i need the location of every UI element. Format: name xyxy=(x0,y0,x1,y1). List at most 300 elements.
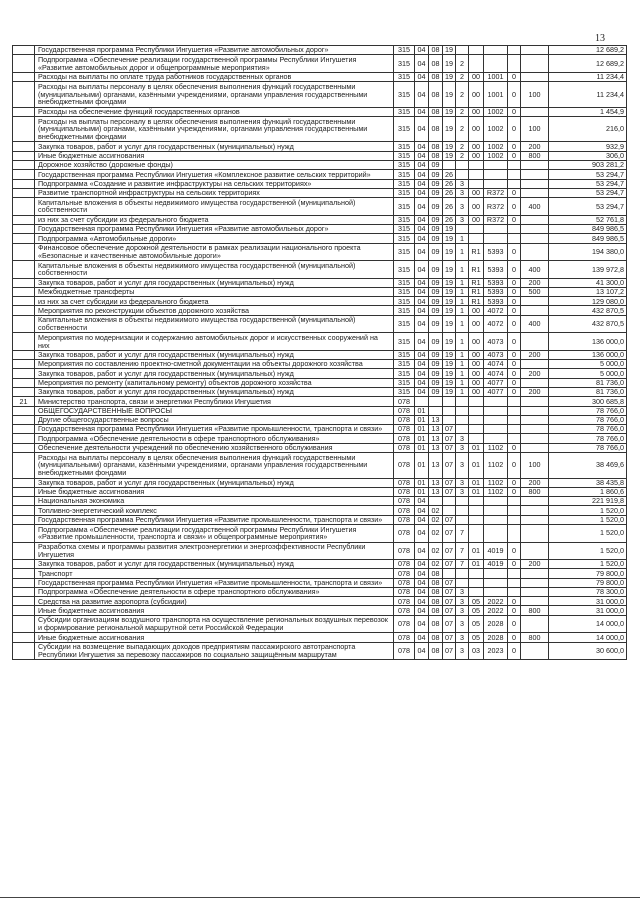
amount-cell: 78 766,0 xyxy=(549,425,627,434)
row-name-cell: Подпрограмма «Обеспечение деятельности в сфере транспортного обслуживания» xyxy=(35,434,394,443)
direction-suffix-cell xyxy=(508,170,521,179)
row-name-cell: Расходы на выплаты персоналу в целях обеспечения выполнения функций государственными (муниципальными) органами, казёнными учреждениями, органами управления государственными внебюджетными фондами xyxy=(35,116,394,142)
program-code-cell: 19 xyxy=(443,142,456,151)
row-number-cell xyxy=(13,597,35,606)
direction-code-cell: 2022 xyxy=(484,597,508,606)
direction-code-cell: R372 xyxy=(484,215,508,224)
row-name-cell: Транспорт xyxy=(35,569,394,578)
gr-code-cell: 078 xyxy=(394,569,415,578)
gr-code-cell: 315 xyxy=(394,82,415,108)
program-code-cell xyxy=(443,415,456,424)
pr-code-cell: 08 xyxy=(429,46,443,55)
pr-code-cell: 13 xyxy=(429,487,443,496)
program-code-cell: 19 xyxy=(443,107,456,116)
program-code-cell: 07 xyxy=(443,542,456,560)
subprogram-code-cell: 3 xyxy=(456,179,469,188)
program-code-cell: 19 xyxy=(443,72,456,81)
table-row xyxy=(13,633,627,642)
direction-code-cell: 1002 xyxy=(484,107,508,116)
expense-type-cell xyxy=(521,515,549,524)
rz-code-cell: 04 xyxy=(415,72,429,81)
direction-suffix-cell: 0 xyxy=(508,615,521,633)
row-number-cell xyxy=(13,224,35,233)
pr-code-cell: 08 xyxy=(429,578,443,587)
amount-cell: 78 766,0 xyxy=(549,415,627,424)
rz-code-cell: 04 xyxy=(415,560,429,569)
row-name-cell: Закупка товаров, работ и услуг для государственных (муниципальных) нужд xyxy=(35,387,394,396)
table-row xyxy=(13,142,627,151)
row-name-cell: Расходы на выплаты персоналу в целях обеспечения выполнения функций государственными (муниципальными) органами, казёнными учреждениями, органами управления государственными внебюджетными фондами xyxy=(35,453,394,479)
activity-code-cell: 00 xyxy=(469,306,484,315)
row-number-cell xyxy=(13,116,35,142)
amount-cell: 53 294,7 xyxy=(549,179,627,188)
direction-code-cell: 1002 xyxy=(484,142,508,151)
rz-code-cell: 01 xyxy=(415,453,429,479)
program-code-cell: 07 xyxy=(443,525,456,543)
activity-code-cell: 00 xyxy=(469,360,484,369)
row-number-cell xyxy=(13,606,35,615)
direction-code-cell: 1102 xyxy=(484,453,508,479)
activity-code-cell: R1 xyxy=(469,261,484,279)
direction-suffix-cell xyxy=(508,234,521,243)
row-number-cell xyxy=(13,569,35,578)
pr-code-cell: 08 xyxy=(429,587,443,596)
activity-code-cell xyxy=(469,515,484,524)
table-row xyxy=(13,224,627,233)
direction-suffix-cell: 0 xyxy=(508,278,521,287)
expense-type-cell xyxy=(521,170,549,179)
direction-suffix-cell: 0 xyxy=(508,297,521,306)
program-code-cell: 19 xyxy=(443,278,456,287)
table-row xyxy=(13,107,627,116)
subprogram-code-cell: 3 xyxy=(456,443,469,452)
expense-type-cell: 200 xyxy=(521,560,549,569)
row-name-cell: Государственная программа Республики Ингушетия «Развитие промышленности, транспорта и связи» xyxy=(35,425,394,434)
activity-code-cell xyxy=(469,397,484,406)
program-code-cell: 19 xyxy=(443,116,456,142)
direction-suffix-cell xyxy=(508,578,521,587)
rz-code-cell: 04 xyxy=(415,369,429,378)
gr-code-cell: 315 xyxy=(394,116,415,142)
direction-suffix-cell xyxy=(508,587,521,596)
amount-cell: 5 000,0 xyxy=(549,360,627,369)
pr-code-cell: 13 xyxy=(429,425,443,434)
program-code-cell xyxy=(443,397,456,406)
rz-code-cell: 04 xyxy=(415,360,429,369)
pr-code-cell: 13 xyxy=(429,478,443,487)
program-code-cell: 19 xyxy=(443,151,456,160)
row-number-cell xyxy=(13,234,35,243)
table-row xyxy=(13,587,627,596)
rz-code-cell: 04 xyxy=(415,287,429,296)
subprogram-code-cell: 1 xyxy=(456,278,469,287)
row-number-cell xyxy=(13,72,35,81)
pr-code-cell: 09 xyxy=(429,315,443,333)
pr-code-cell: 09 xyxy=(429,215,443,224)
row-number-cell xyxy=(13,151,35,160)
gr-code-cell: 315 xyxy=(394,369,415,378)
activity-code-cell: 00 xyxy=(469,215,484,224)
gr-code-cell: 078 xyxy=(394,606,415,615)
activity-code-cell: 00 xyxy=(469,369,484,378)
table-row xyxy=(13,116,627,142)
direction-suffix-cell: 0 xyxy=(508,642,521,660)
program-code-cell: 07 xyxy=(443,478,456,487)
direction-suffix-cell: 0 xyxy=(508,82,521,108)
program-code-cell: 07 xyxy=(443,487,456,496)
rz-code-cell: 04 xyxy=(415,350,429,359)
activity-code-cell: 00 xyxy=(469,378,484,387)
program-code-cell: 19 xyxy=(443,369,456,378)
expense-type-cell xyxy=(521,55,549,73)
row-name-cell: Национальная экономика xyxy=(35,497,394,506)
row-number-cell xyxy=(13,198,35,216)
gr-code-cell: 078 xyxy=(394,453,415,479)
expense-type-cell xyxy=(521,642,549,660)
direction-code-cell: 4073 xyxy=(484,333,508,351)
row-name-cell: Подпрограмма «Создание и развитие инфраструктуры на сельских территориях» xyxy=(35,179,394,188)
gr-code-cell: 315 xyxy=(394,333,415,351)
expense-type-cell: 400 xyxy=(521,198,549,216)
table-row xyxy=(13,515,627,524)
direction-code-cell xyxy=(484,515,508,524)
activity-code-cell: R1 xyxy=(469,243,484,261)
subprogram-code-cell: 3 xyxy=(456,587,469,596)
amount-cell: 14 000,0 xyxy=(549,633,627,642)
rz-code-cell: 04 xyxy=(415,142,429,151)
table-row xyxy=(13,497,627,506)
rz-code-cell xyxy=(415,397,429,406)
pr-code-cell: 09 xyxy=(429,297,443,306)
subprogram-code-cell xyxy=(456,578,469,587)
direction-suffix-cell xyxy=(508,224,521,233)
program-code-cell: 19 xyxy=(443,46,456,55)
row-name-cell: Мероприятия по ремонту (капитальному ремонту) объектов дорожного хозяйства xyxy=(35,378,394,387)
subprogram-code-cell xyxy=(456,515,469,524)
direction-suffix-cell xyxy=(508,515,521,524)
amount-cell: 11 234,4 xyxy=(549,82,627,108)
amount-cell: 1 520,0 xyxy=(549,525,627,543)
row-name-cell: Расходы на выплаты по оплате труда работников государственных органов xyxy=(35,72,394,81)
subprogram-code-cell: 2 xyxy=(456,116,469,142)
subprogram-code-cell: 7 xyxy=(456,560,469,569)
direction-code-cell: 4077 xyxy=(484,387,508,396)
gr-code-cell: 315 xyxy=(394,107,415,116)
direction-code-cell: 1002 xyxy=(484,116,508,142)
subprogram-code-cell xyxy=(456,46,469,55)
program-code-cell: 26 xyxy=(443,170,456,179)
expense-type-cell xyxy=(521,243,549,261)
program-code-cell: 07 xyxy=(443,515,456,524)
rz-code-cell: 04 xyxy=(415,515,429,524)
amount-cell: 221 919,8 xyxy=(549,497,627,506)
direction-code-cell: 4073 xyxy=(484,350,508,359)
expense-type-cell xyxy=(521,597,549,606)
direction-suffix-cell: 0 xyxy=(508,350,521,359)
expense-type-cell: 800 xyxy=(521,151,549,160)
subprogram-code-cell: 3 xyxy=(456,453,469,479)
rz-code-cell: 04 xyxy=(415,387,429,396)
row-number-cell xyxy=(13,278,35,287)
direction-suffix-cell: 0 xyxy=(508,107,521,116)
direction-code-cell xyxy=(484,415,508,424)
direction-suffix-cell xyxy=(508,525,521,543)
expense-type-cell: 200 xyxy=(521,278,549,287)
subprogram-code-cell: 3 xyxy=(456,478,469,487)
pr-code-cell: 09 xyxy=(429,287,443,296)
amount-cell: 53 294,7 xyxy=(549,188,627,197)
row-number-cell xyxy=(13,297,35,306)
expense-type-cell xyxy=(521,443,549,452)
activity-code-cell: 00 xyxy=(469,198,484,216)
page-number: 13 xyxy=(595,33,605,44)
row-number-cell xyxy=(13,350,35,359)
subprogram-code-cell: 7 xyxy=(456,542,469,560)
direction-suffix-cell: 0 xyxy=(508,597,521,606)
direction-code-cell: 2028 xyxy=(484,615,508,633)
subprogram-code-cell: 3 xyxy=(456,597,469,606)
expense-type-cell: 200 xyxy=(521,350,549,359)
table-row xyxy=(13,434,627,443)
row-name-cell: Межбюджетные трансферты xyxy=(35,287,394,296)
row-name-cell: Государственная программа Республики Ингушетия «Развитие автомобильных дорог» xyxy=(35,46,394,55)
direction-suffix-cell: 0 xyxy=(508,369,521,378)
rz-code-cell: 04 xyxy=(415,215,429,224)
table-row xyxy=(13,443,627,452)
direction-code-cell xyxy=(484,55,508,73)
table-row xyxy=(13,151,627,160)
row-number-cell xyxy=(13,287,35,296)
row-number-cell xyxy=(13,506,35,515)
direction-suffix-cell: 0 xyxy=(508,633,521,642)
pr-code-cell: 09 xyxy=(429,261,443,279)
table-row xyxy=(13,642,627,660)
row-number-cell xyxy=(13,443,35,452)
row-number-cell xyxy=(13,434,35,443)
direction-suffix-cell: 0 xyxy=(508,478,521,487)
activity-code-cell xyxy=(469,234,484,243)
subprogram-code-cell xyxy=(456,170,469,179)
program-code-cell: 07 xyxy=(443,453,456,479)
amount-cell: 79 800,0 xyxy=(549,578,627,587)
activity-code-cell: 00 xyxy=(469,72,484,81)
program-code-cell: 26 xyxy=(443,198,456,216)
table-row xyxy=(13,425,627,434)
direction-suffix-cell: 0 xyxy=(508,387,521,396)
expense-type-cell xyxy=(521,378,549,387)
table-row xyxy=(13,506,627,515)
gr-code-cell: 315 xyxy=(394,170,415,179)
activity-code-cell xyxy=(469,224,484,233)
amount-cell: 1 520,0 xyxy=(549,560,627,569)
subprogram-code-cell: 1 xyxy=(456,369,469,378)
amount-cell: 53 294,7 xyxy=(549,198,627,216)
row-number-cell xyxy=(13,542,35,560)
direction-suffix-cell: 0 xyxy=(508,188,521,197)
gr-code-cell: 315 xyxy=(394,179,415,188)
amount-cell: 30 600,0 xyxy=(549,642,627,660)
row-name-cell: Субсидии организациям воздушного транспорта на осуществление региональных воздушных перевозок и формирование региональной маршрутной сети Российской Федерации xyxy=(35,615,394,633)
activity-code-cell: 00 xyxy=(469,82,484,108)
expense-type-cell xyxy=(521,107,549,116)
amount-cell: 41 300,0 xyxy=(549,278,627,287)
direction-suffix-cell xyxy=(508,569,521,578)
expense-type-cell xyxy=(521,224,549,233)
gr-code-cell: 078 xyxy=(394,515,415,524)
amount-cell: 81 736,0 xyxy=(549,387,627,396)
rz-code-cell: 04 xyxy=(415,243,429,261)
table-row xyxy=(13,179,627,188)
program-code-cell: 07 xyxy=(443,587,456,596)
gr-code-cell: 315 xyxy=(394,387,415,396)
row-number-cell xyxy=(13,615,35,633)
subprogram-code-cell: 3 xyxy=(456,633,469,642)
row-name-cell: Государственная программа Республики Ингушетия «Комплексное развитие сельских территорий» xyxy=(35,170,394,179)
gr-code-cell: 078 xyxy=(394,443,415,452)
gr-code-cell: 078 xyxy=(394,487,415,496)
row-name-cell: Государственная программа Республики Ингушетия «Развитие автомобильных дорог» xyxy=(35,224,394,233)
row-name-cell: ОБЩЕГОСУДАРСТВЕННЫЕ ВОПРОСЫ xyxy=(35,406,394,415)
program-code-cell: 07 xyxy=(443,578,456,587)
direction-code-cell: 4077 xyxy=(484,378,508,387)
row-number-cell xyxy=(13,453,35,479)
row-number-cell xyxy=(13,587,35,596)
rz-code-cell: 04 xyxy=(415,578,429,587)
direction-suffix-cell: 0 xyxy=(508,142,521,151)
expense-type-cell: 400 xyxy=(521,315,549,333)
direction-code-cell: 4072 xyxy=(484,315,508,333)
row-number-cell xyxy=(13,425,35,434)
direction-code-cell xyxy=(484,397,508,406)
row-name-cell: Капитальные вложения в объекты недвижимого имущества государственной (муниципальной) собственности xyxy=(35,198,394,216)
direction-code-cell: 4019 xyxy=(484,542,508,560)
expense-type-cell xyxy=(521,215,549,224)
table-row xyxy=(13,350,627,359)
direction-code-cell xyxy=(484,578,508,587)
rz-code-cell: 04 xyxy=(415,297,429,306)
rz-code-cell: 04 xyxy=(415,107,429,116)
direction-code-cell: 2022 xyxy=(484,606,508,615)
row-name-cell: Развитие транспортной инфраструктуры на сельских территориях xyxy=(35,188,394,197)
activity-code-cell: 00 xyxy=(469,350,484,359)
table-row xyxy=(13,215,627,224)
table-row xyxy=(13,615,627,633)
gr-code-cell: 078 xyxy=(394,597,415,606)
expense-type-cell: 100 xyxy=(521,116,549,142)
table-row xyxy=(13,333,627,351)
activity-code-cell: 05 xyxy=(469,606,484,615)
direction-code-cell xyxy=(484,179,508,188)
table-body xyxy=(13,46,627,660)
amount-cell: 1 454,9 xyxy=(549,107,627,116)
pr-code-cell: 09 xyxy=(429,369,443,378)
rz-code-cell: 04 xyxy=(415,179,429,188)
row-name-cell: из них за счет субсидии из федерального бюджета xyxy=(35,297,394,306)
rz-code-cell: 01 xyxy=(415,415,429,424)
subprogram-code-cell: 2 xyxy=(456,151,469,160)
pr-code-cell: 09 xyxy=(429,378,443,387)
direction-code-cell: 1001 xyxy=(484,82,508,108)
pr-code-cell: 09 xyxy=(429,234,443,243)
pr-code-cell: 09 xyxy=(429,188,443,197)
row-name-cell: Подпрограмма «Обеспечение реализации государственной программы Республики Ингушетия «Развитие автомобильных дорог и общепрограммные мероприятия» xyxy=(35,55,394,73)
direction-suffix-cell: 0 xyxy=(508,116,521,142)
amount-cell: 38 469,6 xyxy=(549,453,627,479)
table-row xyxy=(13,369,627,378)
program-code-cell: 26 xyxy=(443,179,456,188)
row-name-cell: Мероприятия по реконструкции объектов дорожного хозяйства xyxy=(35,306,394,315)
direction-suffix-cell: 0 xyxy=(508,487,521,496)
table-row xyxy=(13,234,627,243)
subprogram-code-cell xyxy=(456,497,469,506)
rz-code-cell: 04 xyxy=(415,160,429,169)
expense-type-cell xyxy=(521,72,549,81)
rz-code-cell: 04 xyxy=(415,642,429,660)
gr-code-cell: 315 xyxy=(394,234,415,243)
activity-code-cell: 05 xyxy=(469,615,484,633)
pr-code-cell: 09 xyxy=(429,179,443,188)
activity-code-cell xyxy=(469,406,484,415)
expense-type-cell xyxy=(521,188,549,197)
direction-code-cell: 1102 xyxy=(484,487,508,496)
pr-code-cell: 09 xyxy=(429,387,443,396)
expense-type-cell xyxy=(521,497,549,506)
expense-type-cell: 200 xyxy=(521,369,549,378)
expense-type-cell xyxy=(521,434,549,443)
activity-code-cell: 01 xyxy=(469,443,484,452)
pr-code-cell: 08 xyxy=(429,55,443,73)
direction-suffix-cell: 0 xyxy=(508,333,521,351)
direction-suffix-cell xyxy=(508,55,521,73)
pr-code-cell: 13 xyxy=(429,453,443,479)
activity-code-cell xyxy=(469,160,484,169)
program-code-cell: 19 xyxy=(443,82,456,108)
direction-suffix-cell: 0 xyxy=(508,542,521,560)
table-row xyxy=(13,82,627,108)
gr-code-cell: 315 xyxy=(394,198,415,216)
activity-code-cell xyxy=(469,179,484,188)
program-code-cell: 19 xyxy=(443,224,456,233)
pr-code-cell: 09 xyxy=(429,278,443,287)
row-name-cell: Капитальные вложения в объекты недвижимого имущества государственной (муниципальной) собственности xyxy=(35,261,394,279)
pr-code-cell: 02 xyxy=(429,560,443,569)
direction-code-cell: R372 xyxy=(484,198,508,216)
rz-code-cell: 01 xyxy=(415,443,429,452)
amount-cell: 432 870,5 xyxy=(549,306,627,315)
program-code-cell: 26 xyxy=(443,215,456,224)
amount-cell: 194 380,0 xyxy=(549,243,627,261)
amount-cell: 139 972,8 xyxy=(549,261,627,279)
pr-code-cell xyxy=(429,406,443,415)
rz-code-cell: 04 xyxy=(415,278,429,287)
rz-code-cell: 01 xyxy=(415,434,429,443)
row-name-cell: Расходы на выплаты персоналу в целях обеспечения выполнения функций государственными (муниципальными) органами, казёнными учреждениями, органами управления государственными внебюджетными фондами xyxy=(35,82,394,108)
gr-code-cell: 078 xyxy=(394,478,415,487)
rz-code-cell: 04 xyxy=(415,615,429,633)
expense-type-cell: 400 xyxy=(521,261,549,279)
gr-code-cell: 078 xyxy=(394,497,415,506)
direction-suffix-cell: 0 xyxy=(508,306,521,315)
gr-code-cell: 078 xyxy=(394,578,415,587)
amount-cell: 14 000,0 xyxy=(549,615,627,633)
expense-type-cell xyxy=(521,306,549,315)
row-name-cell: Подпрограмма «Автомобильные дороги» xyxy=(35,234,394,243)
activity-code-cell: 00 xyxy=(469,107,484,116)
row-number-cell xyxy=(13,642,35,660)
subprogram-code-cell xyxy=(456,224,469,233)
direction-suffix-cell xyxy=(508,406,521,415)
expense-type-cell: 100 xyxy=(521,453,549,479)
